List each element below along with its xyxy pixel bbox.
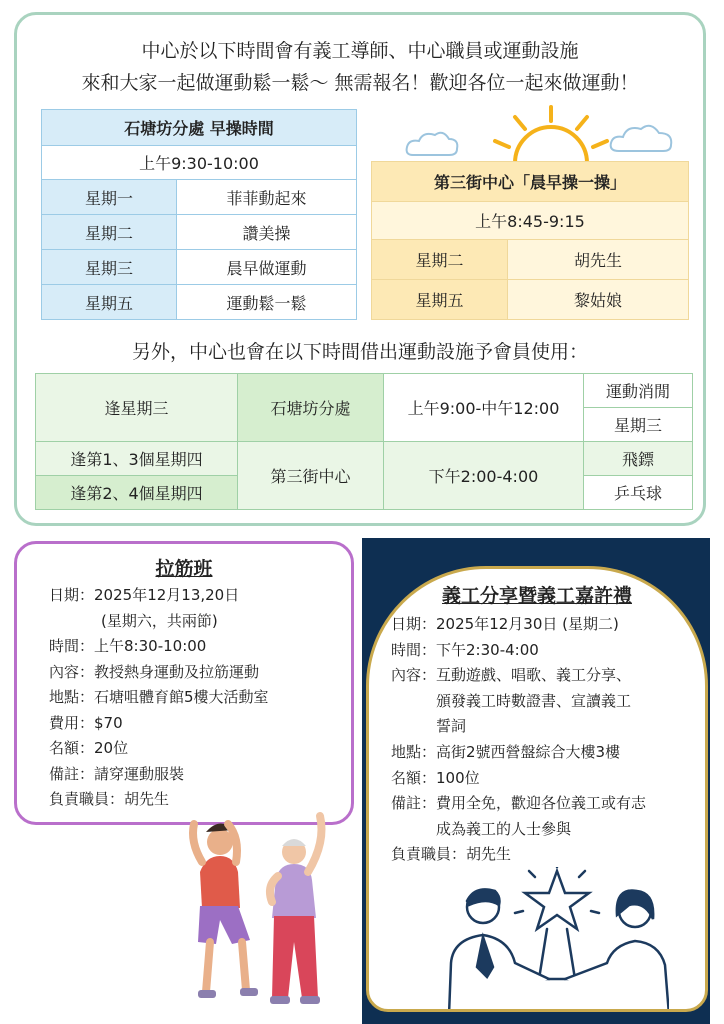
when-cell: 逢星期三 (36, 374, 238, 442)
info-key: 內容： (391, 666, 437, 685)
info-key: 備註： (391, 794, 437, 813)
info-key: 地點： (49, 688, 95, 706)
table-title: 石塘坊分處 早操時間 (42, 110, 357, 146)
info-row (391, 766, 705, 792)
content-line: 頒發義工時數證書、宣讀義工 (436, 691, 632, 710)
stretch-class-details (49, 583, 351, 813)
where-cell: 第三街中心 (238, 442, 384, 510)
info-value: 100位 (436, 768, 480, 787)
info-row (49, 609, 351, 635)
volunteer-star-illustration (439, 867, 669, 1012)
person-cell: 胡先生 (508, 240, 689, 280)
remark-line: 費用全免，歡迎各位義工或有志 (436, 794, 647, 813)
day-cell: 星期五 (372, 280, 508, 320)
info-row (391, 638, 705, 664)
intro-text (17, 35, 703, 99)
info-value: 2025年12月30日 (星期二) (436, 615, 619, 633)
exercise-schedule-panel (14, 12, 706, 526)
info-key: 時間： (49, 637, 95, 655)
intro-line-2: 來和大家一起做運動鬆一鬆～ 無需報名！歡迎各位一起來做運動！ (81, 72, 639, 94)
day-cell: 星期三 (42, 250, 177, 285)
info-row (49, 583, 351, 609)
info-row (49, 685, 351, 711)
info-row (391, 663, 705, 740)
info-value: 高街2號西營盤綜合大樓3樓 (436, 742, 621, 761)
info-key: 備註： (49, 764, 95, 783)
activity-cell: 菲菲動起來 (177, 180, 357, 215)
info-key: 內容： (49, 662, 95, 681)
activity-cell: 讚美操 (177, 215, 357, 250)
table-row (372, 240, 689, 280)
volunteer-event-details (391, 612, 705, 868)
remark-line: 成為義工的人士參與 (436, 819, 572, 838)
stretch-class-title: 拉筋班 (155, 558, 213, 580)
table-row (42, 250, 357, 285)
info-value: $70 (94, 713, 123, 732)
info-value: (星期六，共兩節) (101, 611, 218, 630)
table-row (36, 374, 693, 408)
table-row (42, 285, 357, 320)
content-line: 誓詞 (436, 717, 467, 736)
item-cell: 運動消閒 (584, 374, 693, 408)
when-cell: 逢第1、3個星期四 (36, 442, 238, 476)
item-cell: 乒乓球 (584, 476, 693, 510)
day-cell: 星期二 (42, 215, 177, 250)
shek-tong-schedule-table (41, 109, 357, 320)
sun-and-clouds-decoration (397, 103, 687, 165)
time-cell: 上午9:00-中午12:00 (384, 374, 584, 442)
info-row (391, 791, 705, 842)
table-row (42, 215, 357, 250)
info-row (49, 660, 351, 686)
info-row (49, 736, 351, 762)
intro-line-1: 中心於以下時間會有義工導師、中心職員或運動設施 (141, 40, 579, 62)
volunteer-event-card (366, 566, 708, 1012)
item-cell: 飛鏢 (584, 442, 693, 476)
activity-cell: 運動鬆一鬆 (177, 285, 357, 320)
table-row (372, 280, 689, 320)
info-value: 石塘咀體育館5樓大活動室 (94, 688, 269, 706)
info-value: 2025年12月13,20日 (94, 586, 240, 604)
info-key: 日期： (391, 615, 437, 633)
info-key: 日期： (49, 586, 95, 604)
info-value: 下午2:30-4:00 (436, 640, 539, 659)
info-key: 費用： (49, 713, 95, 732)
where-cell: 石塘坊分處 (238, 374, 384, 442)
volunteer-event-title: 義工分享暨義工嘉許禮 (441, 585, 632, 607)
info-key: 地點： (391, 742, 437, 761)
info-key: 名額： (49, 739, 95, 757)
time-cell: 下午2:00-4:00 (384, 442, 584, 510)
info-value (436, 791, 646, 842)
day-cell: 星期一 (42, 180, 177, 215)
stretch-class-card (14, 541, 354, 825)
info-key: 負責職員： (49, 790, 125, 808)
info-row (49, 762, 351, 788)
info-row (391, 842, 705, 868)
info-row (49, 711, 351, 737)
day-cell: 星期五 (42, 285, 177, 320)
when-cell: 逢第2、4個星期四 (36, 476, 238, 510)
activity-cell: 晨早做運動 (177, 250, 357, 285)
third-street-schedule-table (371, 161, 689, 320)
item-cell: 星期三 (584, 408, 693, 442)
info-value: 教授熱身運動及拉筋運動 (94, 662, 260, 681)
person-cell: 黎姑娘 (508, 280, 689, 320)
info-row (391, 740, 705, 766)
content-line: 互動遊戲、唱歌、義工分享、 (436, 666, 632, 685)
table-time: 上午9:30-10:00 (42, 146, 357, 180)
info-row (49, 634, 351, 660)
info-value (436, 663, 631, 740)
exercising-people-illustration (176, 802, 346, 1012)
cloud-icon (407, 133, 458, 155)
facilities-table (35, 373, 693, 510)
info-row (391, 612, 705, 638)
info-key: 負責職員： (391, 845, 467, 864)
sun-icon (495, 107, 607, 163)
table-row (42, 180, 357, 215)
cloud-icon (611, 126, 672, 151)
day-cell: 星期二 (372, 240, 508, 280)
table-time: 上午8:45-9:15 (372, 202, 689, 240)
table-row (36, 442, 693, 476)
info-value: 上午8:30-10:00 (94, 637, 207, 655)
info-value: 胡先生 (466, 845, 512, 864)
info-value: 20位 (94, 739, 129, 757)
table-title: 第三街中心「晨早操一操」 (372, 162, 689, 202)
info-value: 胡先生 (124, 790, 170, 808)
info-key: 名額： (391, 768, 437, 787)
info-key: 時間： (391, 640, 437, 659)
facilities-subtitle: 另外，中心也會在以下時間借出運動設施予會員使用： (131, 341, 588, 363)
info-value: 請穿運動服裝 (94, 764, 185, 783)
